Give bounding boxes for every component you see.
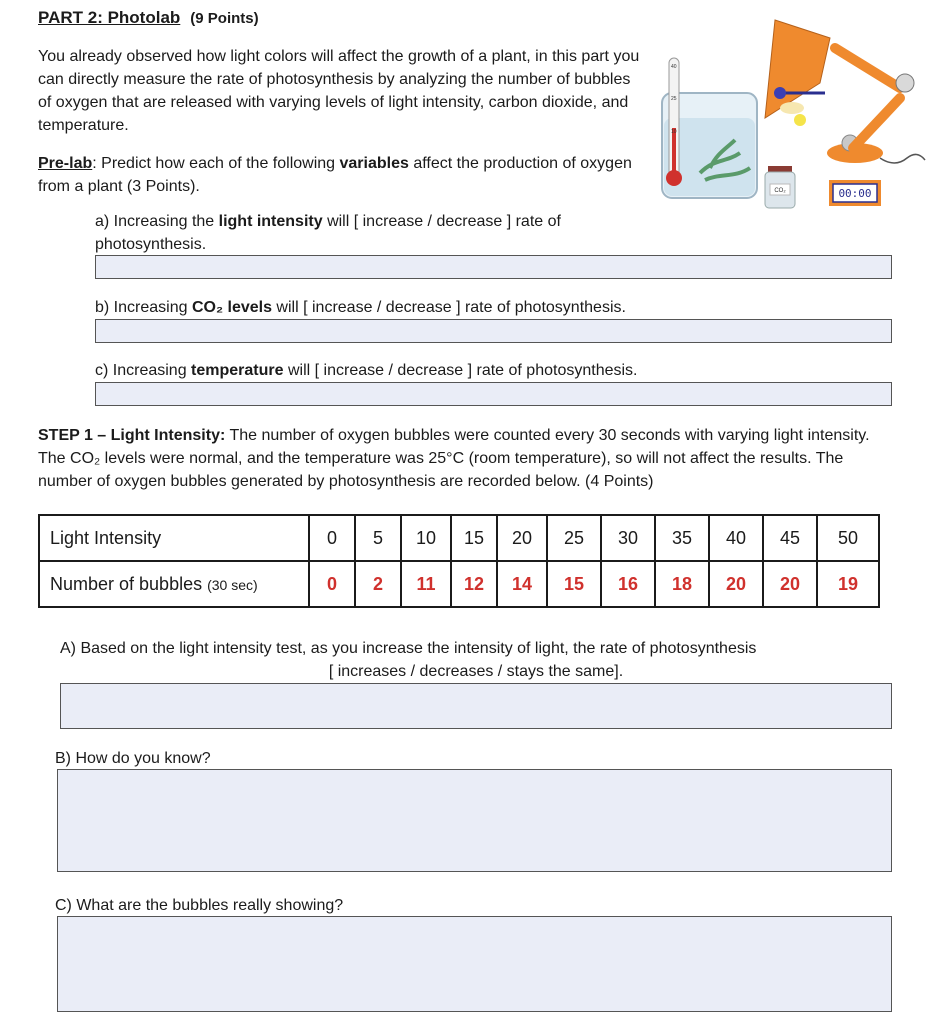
table-cell: 19 bbox=[817, 561, 879, 607]
table-cell: 40 bbox=[709, 515, 763, 561]
prelab-text-2: affect the production of oxygen from a plant (3 Points). bbox=[38, 155, 632, 195]
table-cell: 5 bbox=[355, 515, 401, 561]
question-a-answer[interactable] bbox=[60, 683, 892, 729]
prediction-b: b) Increasing CO₂ levels will [ increase / decrease ] rate of photosynthesis. bbox=[95, 299, 626, 316]
part-points: (9 Points) bbox=[190, 10, 259, 27]
question-b: B) How do you know? bbox=[55, 750, 211, 767]
table-cell: 15 bbox=[451, 515, 497, 561]
table-cell: 18 bbox=[655, 561, 709, 607]
table-cell: 20 bbox=[709, 561, 763, 607]
page-title bbox=[38, 8, 259, 28]
step1-text: The number of oxygen bubbles were counted every 30 seconds with varying light intensity. The CO₂ levels were normal, and the temperature was 25°C (room temperature), so will not affect the results. The number of oxygen bubbles generated by photosynthesis are recorded below. (4 Points) bbox=[38, 427, 870, 490]
table-cell: 0 bbox=[309, 515, 355, 561]
prediction-a-answer[interactable] bbox=[95, 255, 892, 279]
timer-label: 00:00 bbox=[838, 187, 872, 200]
table-cell: 14 bbox=[497, 561, 547, 607]
table-cell: 10 bbox=[401, 515, 451, 561]
table-cell: 2 bbox=[355, 561, 401, 607]
question-c: C) What are the bubbles really showing? bbox=[55, 897, 344, 914]
table-cell: 50 bbox=[817, 515, 879, 561]
prediction-b-answer[interactable] bbox=[95, 319, 892, 343]
light-slider-icon bbox=[774, 87, 786, 99]
prediction-c: c) Increasing temperature will [ increase / decrease ] rate of photosynthesis. bbox=[95, 362, 638, 379]
table-cell: 25 bbox=[547, 515, 601, 561]
table-cell: 20 bbox=[497, 515, 547, 561]
table-cell: 20 bbox=[763, 561, 817, 607]
thermo-top-label: 40 bbox=[671, 64, 677, 70]
prelab-bold: variables bbox=[339, 155, 409, 172]
bulb-icon bbox=[794, 114, 806, 126]
part-title: PART 2: Photolab bbox=[38, 8, 181, 27]
question-a-line1: A) Based on the light intensity test, as you increase the intensity of light, the rate of photosynthesis bbox=[60, 640, 757, 657]
photolab-illustration bbox=[655, 8, 933, 213]
bubbles-row bbox=[39, 561, 879, 607]
step1-instructions bbox=[38, 424, 898, 493]
light-intensity-row bbox=[39, 515, 879, 561]
prediction-a: a) Increasing the light intensity will [ increase / decrease ] rate of photosynthesis. bbox=[95, 213, 561, 253]
table-cell: 15 bbox=[547, 561, 601, 607]
table-cell: 12 bbox=[451, 561, 497, 607]
row-label-bubbles: Number of bubbles (30 sec) bbox=[39, 561, 309, 607]
prelab-label: Pre-lab bbox=[38, 155, 93, 172]
thermo-mid-label: 25 bbox=[671, 96, 677, 102]
intro-paragraph: You already observed how light colors will affect the growth of a plant, in this part you can directly measure the rate of photosynthesis by analyzing the number of bubbles of oxygen that are released with varying levels of light intensity, carbon dioxide, and temperature. bbox=[38, 48, 640, 134]
table-cell: 16 bbox=[601, 561, 655, 607]
prelab-text-1: : Predict how each of the following bbox=[92, 155, 340, 172]
prediction-c-answer[interactable] bbox=[95, 382, 892, 406]
question-a-line2: [ increases / decreases / stays the same]. bbox=[328, 663, 624, 680]
table-cell: 35 bbox=[655, 515, 709, 561]
prelab-instructions bbox=[38, 152, 648, 198]
light-intensity-table bbox=[38, 514, 880, 608]
row-label-light-intensity: Light Intensity bbox=[39, 515, 309, 561]
question-b-answer[interactable] bbox=[57, 769, 892, 872]
co2-label: CO₂ bbox=[774, 188, 786, 194]
table-cell: 45 bbox=[763, 515, 817, 561]
question-c-answer[interactable] bbox=[57, 916, 892, 1012]
table-cell: 30 bbox=[601, 515, 655, 561]
thermo-low-label: 10 bbox=[671, 129, 677, 135]
table-cell: 0 bbox=[309, 561, 355, 607]
step1-label: STEP 1 – Light Intensity: bbox=[38, 427, 226, 444]
table-cell: 11 bbox=[401, 561, 451, 607]
